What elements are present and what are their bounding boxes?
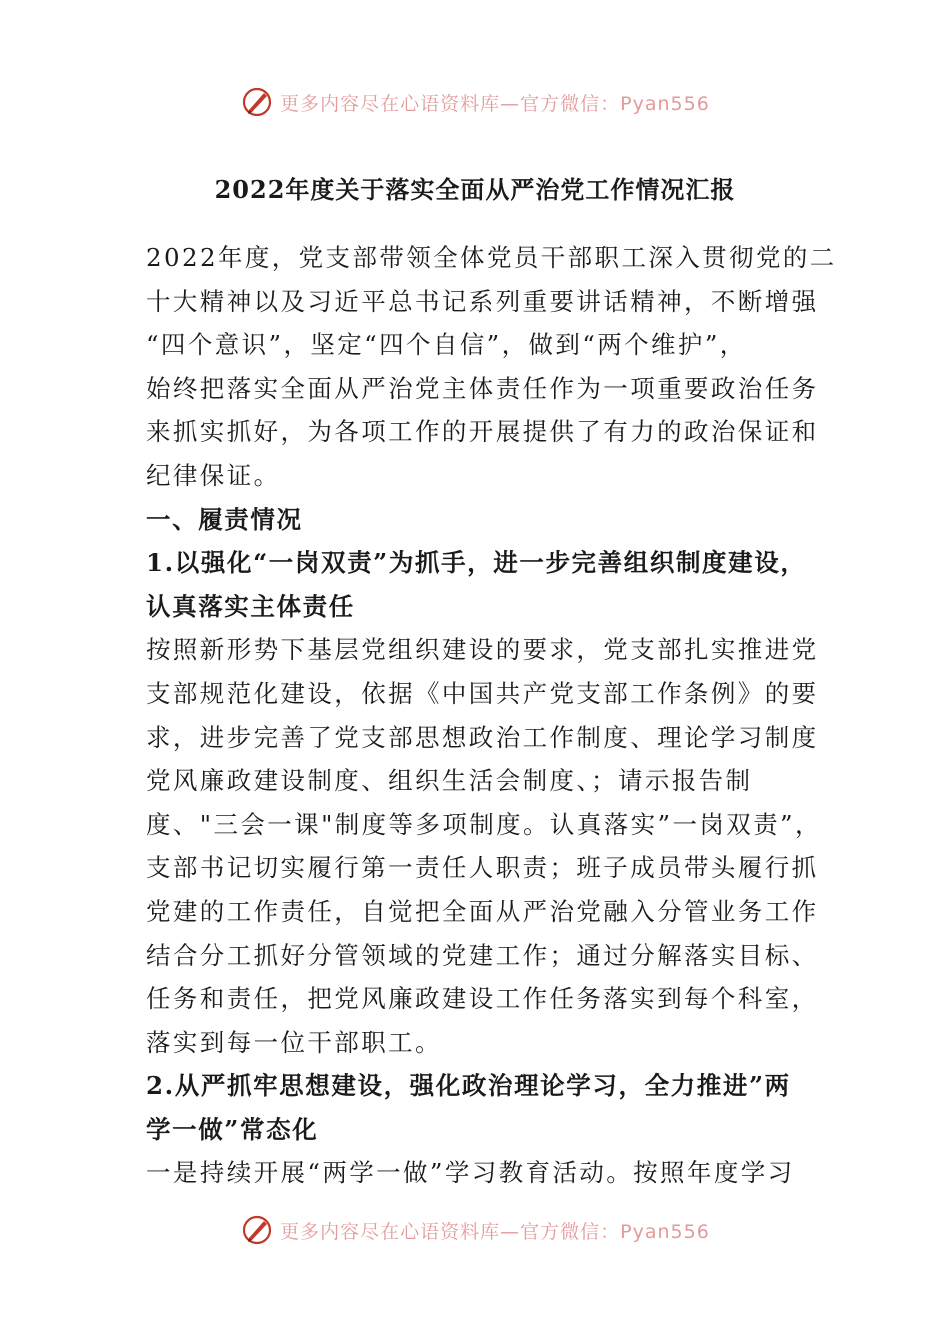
footer-watermark-banner	[0, 1208, 950, 1252]
body-line: 一是持续开展“两学一做”学习教育活动。按照年度学习	[146, 1158, 795, 1188]
body-line: 结合分工抓好分管领域的党建工作；通过分解落实目标、	[146, 940, 819, 970]
body-line: “四个意识”，坚定“四个自信”，做到“两个维护”，	[146, 330, 747, 360]
document-title: 2022年度关于落实全面从严治党工作情况汇报	[214, 175, 736, 204]
header-watermark-banner	[0, 80, 950, 124]
watermark-text: 更多内容尽在心语资料库—官方微信：Pyan556	[280, 1220, 710, 1243]
body-line: 支部书记切实履行第一责任人职责；班子成员带头履行抓	[146, 853, 819, 883]
pen-circle-logo-icon	[240, 1213, 274, 1247]
body-line: 纪律保证。	[146, 460, 281, 490]
watermark-text: 更多内容尽在心语资料库—官方微信：Pyan556	[280, 92, 710, 115]
body-line: 落实到每一位干部职工。	[146, 1027, 442, 1057]
body-line: 十大精神以及习近平总书记系列重要讲话精神，不断增强	[146, 286, 819, 316]
body-line: 度、"三会一课"制度等多项制度。认真落实”一岗双责”，	[146, 809, 822, 839]
body-line: 按照新形势下基层党组织建设的要求，党支部扎实推进党	[146, 635, 819, 665]
body-line: 任务和责任，把党风廉政建设工作任务落实到每个科室，	[146, 984, 819, 1014]
subsection-heading: 学一做”常态化	[146, 1114, 319, 1144]
body-line: 党建的工作责任，自觉把全面从严治党融入分管业务工作	[146, 896, 819, 926]
subsection-heading: 2.从严抓牢思想建设，强化政治理论学习，全力推进”两	[146, 1071, 791, 1101]
body-line: 来抓实抓好，为各项工作的开展提供了有力的政治保证和	[146, 417, 819, 447]
section-heading: 一、履责情况	[146, 504, 303, 534]
body-line: 党风廉政建设制度、组织生活会制度、；请示报告制	[146, 766, 753, 796]
body-line: 求，进步完善了党支部思想政治工作制度、理论学习制度	[146, 722, 819, 752]
body-line: 2022年度，党支部带领全体党员干部职工深入贯彻党的二	[146, 243, 837, 272]
subsection-heading: 1.以强化“一岗双责”为抓手，进一步完善组织制度建设，	[146, 548, 807, 578]
pen-circle-logo-icon	[240, 85, 274, 119]
subsection-heading: 认真落实主体责任	[146, 591, 355, 621]
document-body	[146, 236, 837, 1195]
body-line: 支部规范化建设，依据《中国共产党支部工作条例》的要	[146, 678, 819, 708]
body-line: 始终把落实全面从严治党主体责任作为一项重要政治任务	[146, 373, 819, 403]
